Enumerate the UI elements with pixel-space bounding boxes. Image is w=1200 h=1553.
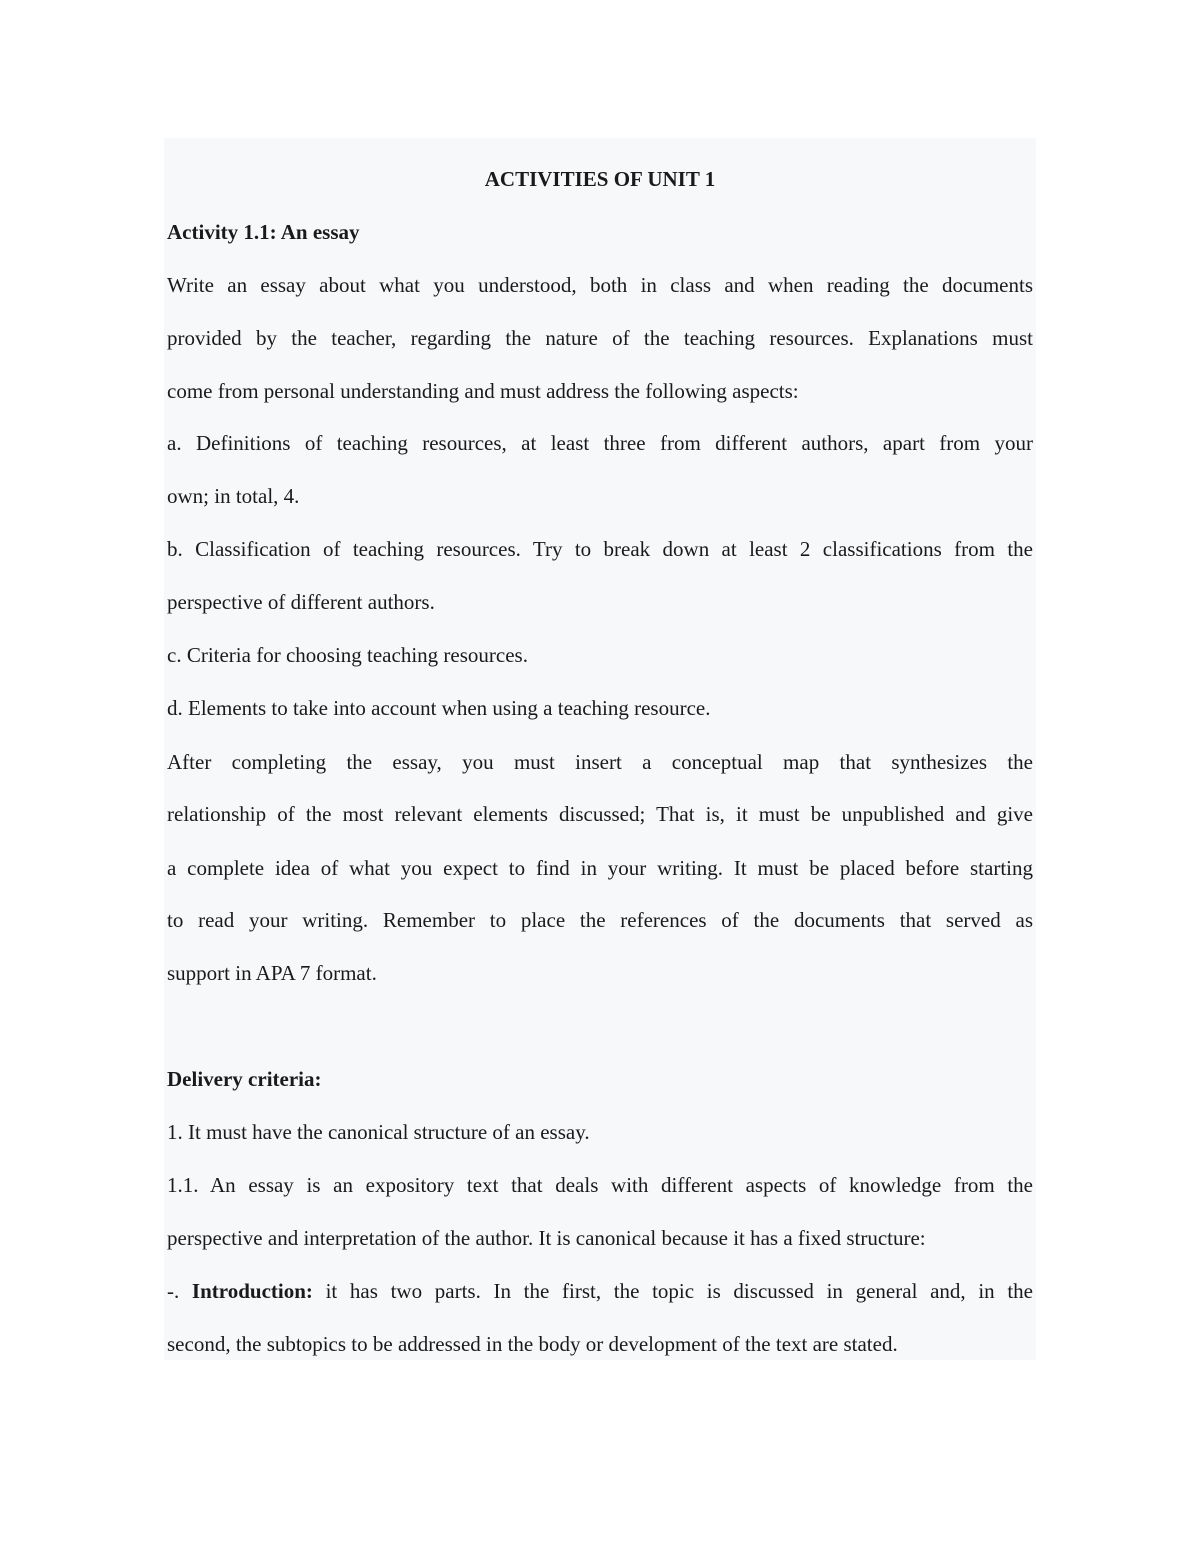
aspect-d: d. Elements to take into account when using a teaching resource. [167, 696, 711, 720]
introduction-item-line-2: second, the subtopics to be addressed in the body or development of the text are stated. [167, 1332, 898, 1356]
map-line-5: support in APA 7 format. [167, 961, 377, 985]
delivery-criteria-heading: Delivery criteria: [167, 1067, 322, 1091]
aspect-b-line-2: perspective of different authors. [167, 590, 435, 614]
intro-line-3: come from personal understanding and must address the following aspects: [167, 379, 799, 403]
aspect-b-line-1: b. Classification of teaching resources. Try to break down at least 2 classifications from the [167, 537, 1033, 561]
document-title: ACTIVITIES OF UNIT 1 [484, 167, 716, 191]
aspect-c: c. Criteria for choosing teaching resources. [167, 643, 528, 667]
map-line-4: to read your writing. Remember to place the references of the documents that served as [167, 908, 1033, 932]
introduction-item-prefix: -. [167, 1279, 192, 1303]
aspect-a-line-1: a. Definitions of teaching resources, at least three from different authors, apart from your [167, 431, 1033, 455]
intro-line-2: provided by the teacher, regarding the nature of the teaching resources. Explanations must [167, 326, 1033, 350]
intro-line-1: Write an essay about what you understood, both in class and when reading the documents [167, 273, 1033, 297]
aspect-a-line-2: own; in total, 4. [167, 484, 300, 508]
introduction-item-text: it has two parts. In the first, the topic is discussed in general and, in the [312, 1279, 1033, 1303]
introduction-item-line-1 [167, 1278, 1033, 1304]
criteria-1: 1. It must have the canonical structure of an essay. [167, 1120, 590, 1144]
introduction-item-label: Introduction: [191, 1279, 313, 1303]
map-line-3: a complete idea of what you expect to find in your writing. It must be placed before starting [167, 856, 1033, 880]
criteria-1-1-line-1: 1.1. An essay is an expository text that deals with different aspects of knowledge from the [167, 1173, 1033, 1197]
map-line-2: relationship of the most relevant elements discussed; That is, it must be unpublished and give [167, 802, 1033, 826]
map-line-1: After completing the essay, you must insert a conceptual map that synthesizes the [167, 750, 1033, 774]
activity-heading: Activity 1.1: An essay [167, 220, 360, 244]
criteria-1-1-line-2: perspective and interpretation of the author. It is canonical because it has a fixed structure: [167, 1226, 926, 1250]
